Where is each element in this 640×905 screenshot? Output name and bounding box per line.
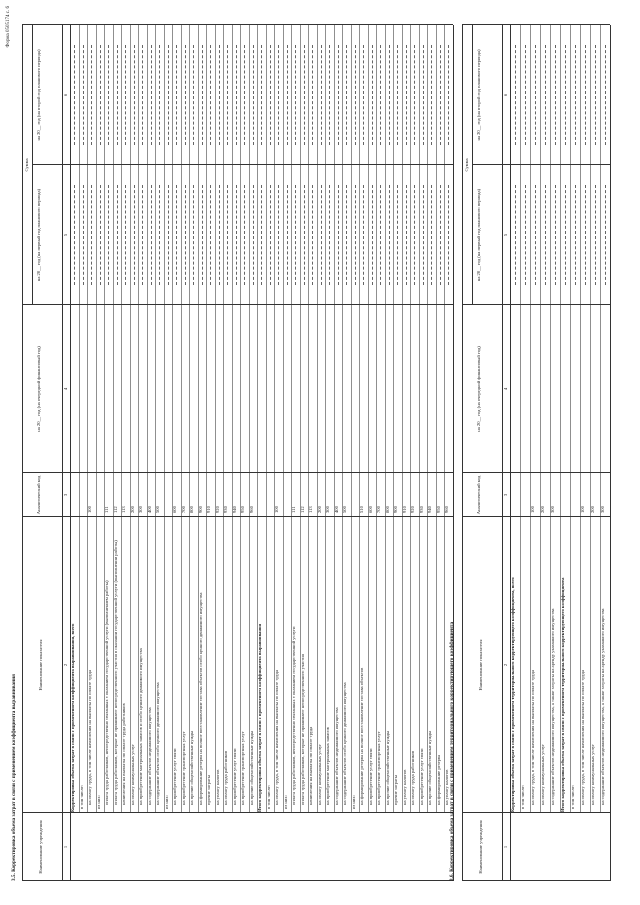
value-cell[interactable] <box>380 185 381 285</box>
table-row-label: на уплату налогов <box>401 769 407 805</box>
value-cell[interactable] <box>414 185 415 285</box>
column-number: 1 <box>63 845 68 849</box>
value-cell[interactable] <box>176 185 177 285</box>
value-cell[interactable] <box>389 45 390 145</box>
table-row-code: 100 <box>87 506 92 513</box>
value-cell[interactable] <box>389 185 390 285</box>
table-row-code: 100 <box>274 506 279 513</box>
table-row-code: 510 <box>359 506 364 513</box>
value-cell[interactable] <box>423 45 424 145</box>
table-row-label: на приобретение услуг связи <box>231 748 237 805</box>
table-row-label: на уплату налогов <box>214 769 220 805</box>
value-cell[interactable] <box>83 45 84 145</box>
value-cell[interactable] <box>142 45 143 145</box>
column-number: 6 <box>63 93 68 97</box>
value-cell[interactable] <box>338 45 339 145</box>
value-cell[interactable] <box>91 45 92 145</box>
value-cell[interactable] <box>117 45 118 145</box>
value-cell[interactable] <box>595 45 596 145</box>
value-cell[interactable] <box>168 185 169 285</box>
value-cell[interactable] <box>431 185 432 285</box>
header-code: Аналитический код <box>476 475 481 515</box>
table-row-label: на оплату труда, в том числе начисления на выплаты по оплате труда <box>87 670 92 805</box>
table-row-label: на формирование резерва на полное восстановление состава объектов <box>359 667 364 805</box>
table-row-label: Итого корректировка объема затрат в связи с применением коэффициента выравнивания <box>257 623 262 812</box>
table-row-label: начисления на выплаты по оплате труда работников <box>121 703 126 805</box>
value-cell[interactable] <box>210 185 211 285</box>
value-cell[interactable] <box>380 45 381 145</box>
table-row-code: 920 <box>410 506 415 513</box>
table-row-label: на приобретение материальных запасов и особо ценного движимого имущества <box>138 648 143 805</box>
table-row-code: 400 <box>333 506 339 513</box>
table-row-label: на формирование резерва на полное восстановление состава объектов особо ценного движимого имущества <box>197 592 203 805</box>
table-row-label: оплата труда работников, которые не принимают непосредственного участия <box>299 654 305 805</box>
table-row-label: на формирование резерва <box>435 754 441 805</box>
column-number: 3 <box>503 493 508 497</box>
column-number: 4 <box>503 387 508 391</box>
column-number: 6 <box>503 93 508 97</box>
value-cell[interactable] <box>193 45 194 145</box>
table-row-label: на оплату труда работников <box>410 750 415 805</box>
table-row-code: 500 <box>342 506 347 513</box>
table-row-code: 960 <box>444 506 449 513</box>
table-row-label: на оплату коммунальных услуг <box>316 743 322 805</box>
table-row-code: 300 <box>600 506 605 513</box>
table-row-label: на приобретение транспортных услуг <box>240 731 245 805</box>
table-row-label: на оплату труда работников <box>223 750 228 805</box>
table-row-code: 111 <box>291 506 296 513</box>
value-cell[interactable] <box>236 185 237 285</box>
table-row-code: 300 <box>325 506 330 513</box>
value-cell[interactable] <box>585 45 586 145</box>
column-number: 5 <box>63 233 68 237</box>
table-row-label: на прочие общехозяйственные нужды <box>427 730 432 805</box>
table-row-code: 800 <box>189 506 194 513</box>
value-cell[interactable] <box>278 45 279 145</box>
value-cell[interactable] <box>193 185 194 285</box>
column-number: 5 <box>503 233 508 237</box>
value-cell[interactable] <box>372 45 373 145</box>
table-row-code: 112 <box>112 506 118 513</box>
header-col3: на 20__ год (на второй год планового периода) <box>476 49 481 141</box>
table-row-label: в том числе: <box>520 785 525 809</box>
table-row-label: в том числе: <box>265 785 271 809</box>
value-cell[interactable] <box>525 185 526 285</box>
table-row-code: 940 <box>427 506 432 513</box>
value-cell[interactable] <box>125 45 126 145</box>
value-cell[interactable] <box>535 45 536 145</box>
table-row-code: 900 <box>393 506 398 513</box>
table-row-label: прочие затраты <box>206 775 211 805</box>
form-code: Форма 0505174 с. 6 <box>6 6 11 48</box>
table-row-label: начисления на выплаты по оплате труда <box>308 726 313 805</box>
value-cell[interactable] <box>585 185 586 285</box>
table-row-code: 200 <box>316 506 322 513</box>
value-cell[interactable] <box>423 185 424 285</box>
value-cell[interactable] <box>270 45 271 145</box>
value-cell[interactable] <box>168 45 169 145</box>
value-cell[interactable] <box>261 45 262 145</box>
value-cell[interactable] <box>545 45 546 145</box>
value-cell[interactable] <box>406 185 407 285</box>
value-cell[interactable] <box>219 185 220 285</box>
value-cell[interactable] <box>312 45 313 145</box>
table-row-code: 700 <box>180 506 186 513</box>
header-col1: на 20__ год (на очередной финансовый год) <box>36 346 41 432</box>
value-cell[interactable] <box>565 185 566 285</box>
value-cell[interactable] <box>159 45 160 145</box>
table-row-code: 111 <box>104 506 109 513</box>
table-row-code: 100 <box>530 506 535 513</box>
value-cell[interactable] <box>253 45 254 145</box>
value-cell[interactable] <box>346 45 347 145</box>
table-row-code: 200 <box>129 506 135 513</box>
table-row-code: 200 <box>540 506 545 513</box>
value-cell[interactable] <box>159 185 160 285</box>
value-cell[interactable] <box>545 185 546 285</box>
value-cell[interactable] <box>555 45 556 145</box>
value-cell[interactable] <box>151 185 152 285</box>
value-cell[interactable] <box>295 185 296 285</box>
value-cell[interactable] <box>515 45 516 145</box>
value-cell[interactable] <box>244 185 245 285</box>
table-row-label: на оплату труда, в том числе начисления на выплаты по оплате труда <box>580 670 585 805</box>
table-row-label: на содержание объектов особо ценного движимого имущества <box>155 682 160 805</box>
header-col2: на 20__ год (на первый год планового периода) <box>476 188 481 282</box>
table-row-label: оплата труда работников, непосредственно связанных с оказанием государственной услуги (выполнением работы) <box>104 580 109 805</box>
table-row-label: на содержание объектов недвижимого имущества, а также затраты на аренду указанного имущества <box>550 608 555 805</box>
value-cell[interactable] <box>397 45 398 145</box>
value-cell[interactable] <box>329 185 330 285</box>
value-cell[interactable] <box>363 185 364 285</box>
table-row-code: 100 <box>580 506 585 513</box>
value-cell[interactable] <box>219 45 220 145</box>
table-row-label: Итого корректировка объема затрат в связи с применением территориального корректирующего коэффициента <box>560 577 565 812</box>
table-row-label: на содержание объектов недвижимого имущества <box>333 707 339 805</box>
header-org: Наименование учреждения <box>38 820 43 874</box>
value-cell[interactable] <box>83 185 84 285</box>
value-cell[interactable] <box>372 185 373 285</box>
value-cell[interactable] <box>74 185 75 285</box>
value-cell[interactable] <box>355 185 356 285</box>
value-cell[interactable] <box>363 45 364 145</box>
table-row-code: 400 <box>146 506 152 513</box>
value-cell[interactable] <box>397 185 398 285</box>
value-cell[interactable] <box>134 45 135 145</box>
value-cell[interactable] <box>329 45 330 145</box>
value-cell[interactable] <box>91 185 92 285</box>
value-cell[interactable] <box>100 45 101 145</box>
table-row-label: на прочие общехозяйственные нужды <box>248 730 254 805</box>
value-cell[interactable] <box>595 185 596 285</box>
value-cell[interactable] <box>295 45 296 145</box>
table-35-title: 3.5. Корректировка объема затрат в связи с применением коэффициента выравнивания <box>11 674 17 881</box>
table-row-code: 113 <box>308 506 313 513</box>
value-cell[interactable] <box>406 45 407 145</box>
table-row-label: на приобретение услуг связи <box>418 748 424 805</box>
value-cell[interactable] <box>261 185 262 285</box>
value-cell[interactable] <box>287 185 288 285</box>
table-row-code: 910 <box>401 506 407 513</box>
value-cell[interactable] <box>605 45 606 145</box>
table-row-label: на приобретение транспортных услуг <box>376 731 381 805</box>
value-cell[interactable] <box>555 185 556 285</box>
header-indicator: Наименование показателя <box>478 639 483 691</box>
table-row-code: 940 <box>231 506 237 513</box>
header-code: Аналитический код <box>36 475 41 515</box>
value-cell[interactable] <box>74 45 75 145</box>
table-row-code: 930 <box>418 506 424 513</box>
value-cell[interactable] <box>431 45 432 145</box>
value-cell[interactable] <box>605 185 606 285</box>
value-cell[interactable] <box>575 45 576 145</box>
table-row-code: 600 <box>367 506 373 513</box>
value-cell[interactable] <box>202 185 203 285</box>
table-36-title: 3.6. Корректировка объема затрат в связи с применением территориального корректирующего коэффициента <box>449 621 455 881</box>
table-row-label: из них: <box>163 795 169 809</box>
table-row-label: на приобретение материальных запасов <box>325 727 330 805</box>
value-cell[interactable] <box>575 185 576 285</box>
value-cell[interactable] <box>100 185 101 285</box>
table-row-code: 113 <box>121 506 126 513</box>
table-row-label: оплата труда работников, непосредственно связанных с оказанием государственной услуги <box>291 626 296 805</box>
table-row-label: из них: <box>282 795 288 809</box>
value-cell[interactable] <box>440 45 441 145</box>
table-row-label: прочие затраты <box>393 775 398 805</box>
table-row-code: 600 <box>172 506 177 513</box>
value-cell[interactable] <box>253 185 254 285</box>
column-number: 1 <box>503 845 508 849</box>
value-cell[interactable] <box>440 185 441 285</box>
value-cell[interactable] <box>125 185 126 285</box>
value-cell[interactable] <box>321 45 322 145</box>
table-row-label: на прочие общехозяйственные нужды <box>189 730 194 805</box>
value-cell[interactable] <box>312 185 313 285</box>
value-cell[interactable] <box>185 45 186 145</box>
header-sum: Сумма <box>464 158 469 172</box>
value-cell[interactable] <box>414 45 415 145</box>
value-cell[interactable] <box>176 45 177 145</box>
table-row-code: 920 <box>214 506 220 513</box>
table-row-code: 900 <box>197 506 203 513</box>
value-cell[interactable] <box>448 45 449 145</box>
header-col3: на 20__ год (на второй год планового периода) <box>36 49 41 141</box>
table-row-code: 960 <box>248 506 254 513</box>
value-cell[interactable] <box>210 45 211 145</box>
value-cell[interactable] <box>185 185 186 285</box>
table-row-label: на содержание объектов недвижимого имущества, а также затраты на аренду указанного имущества <box>600 608 605 805</box>
value-cell[interactable] <box>525 45 526 145</box>
header-indicator: Наименование показателя <box>38 639 43 691</box>
value-cell[interactable] <box>244 45 245 145</box>
header-sum: Сумма <box>24 158 29 172</box>
value-cell[interactable] <box>346 185 347 285</box>
table-row-code: 300 <box>138 506 143 513</box>
table-row-label: Корректировка объема затрат в связи с применением территориального корректирующего коэффициента, всего <box>510 577 515 812</box>
column-number: 2 <box>63 663 68 667</box>
table-row-code: 910 <box>206 506 211 513</box>
value-cell[interactable] <box>117 185 118 285</box>
value-cell[interactable] <box>142 185 143 285</box>
value-cell[interactable] <box>535 185 536 285</box>
table-row-label: из них: <box>350 795 356 809</box>
table-row-label: на оплату труда, в том числе начисления на выплаты по оплате труда <box>530 670 535 805</box>
value-cell[interactable] <box>355 45 356 145</box>
value-cell[interactable] <box>151 45 152 145</box>
value-cell[interactable] <box>134 185 135 285</box>
value-cell[interactable] <box>236 45 237 145</box>
table-row-code: 800 <box>384 506 390 513</box>
table-row-label: на содержание объектов недвижимого имущества <box>146 707 152 805</box>
table-row-code: 950 <box>435 506 441 513</box>
value-cell[interactable] <box>515 185 516 285</box>
value-cell[interactable] <box>270 185 271 285</box>
table-row-code: 500 <box>155 506 160 513</box>
table-row-code: 700 <box>376 506 381 513</box>
value-cell[interactable] <box>304 45 305 145</box>
table-row-code: 950 <box>240 506 245 513</box>
value-cell[interactable] <box>108 185 109 285</box>
table-row-label: на приобретение транспортных услуг <box>180 731 186 805</box>
table-row-label: на оплату коммунальных услуг <box>129 743 135 805</box>
table-row-label: на оплату труда, в том числе начисления на выплаты по оплате труда <box>274 670 279 805</box>
table-row-label: на содержание объектов особо ценного движимого имущества <box>342 682 347 805</box>
table-row-label: оплата труда работников, которые не принимают непосредственного участия в оказании государственной услуги (выполнении работы) <box>112 540 118 805</box>
table-row-label: из них: <box>95 795 101 809</box>
value-cell[interactable] <box>565 45 566 145</box>
value-cell[interactable] <box>338 185 339 285</box>
table-row-code: 930 <box>223 506 228 513</box>
column-number: 2 <box>503 663 508 667</box>
value-cell[interactable] <box>108 45 109 145</box>
header-col2: на 20__ год (на первый год планового периода) <box>36 188 41 282</box>
value-cell[interactable] <box>321 185 322 285</box>
table-row-label: на оплату коммунальных услуг <box>590 743 595 805</box>
table-row-label: на уплату налогов <box>444 769 449 805</box>
column-number: 4 <box>63 387 68 391</box>
table-row-label: Корректировка объема затрат в связи с применением коэффициента выравнивания, всего <box>70 623 75 812</box>
value-cell[interactable] <box>287 45 288 145</box>
value-cell[interactable] <box>304 185 305 285</box>
table-row-code: 200 <box>590 506 595 513</box>
table-row-label: на приобретение услуг связи <box>172 748 177 805</box>
table-row-label: на прочие общехозяйственные нужды <box>384 730 390 805</box>
value-cell[interactable] <box>227 185 228 285</box>
value-cell[interactable] <box>227 45 228 145</box>
header-col1: на 20__ год (на очередной финансовый год) <box>476 346 481 432</box>
table-row-label: в том числе: <box>78 785 84 809</box>
table-row-label: на приобретение услуг связи <box>367 748 373 805</box>
column-number: 3 <box>63 493 68 497</box>
value-cell[interactable] <box>278 185 279 285</box>
header-org: Наименование учреждения <box>478 820 483 874</box>
value-cell[interactable] <box>202 45 203 145</box>
table-row-code: 112 <box>299 506 305 513</box>
value-cell[interactable] <box>448 185 449 285</box>
table-row-label: на оплату коммунальных услуг <box>540 743 545 805</box>
table-row-label: в том числе: <box>570 785 575 809</box>
table-row-code: 300 <box>550 506 555 513</box>
